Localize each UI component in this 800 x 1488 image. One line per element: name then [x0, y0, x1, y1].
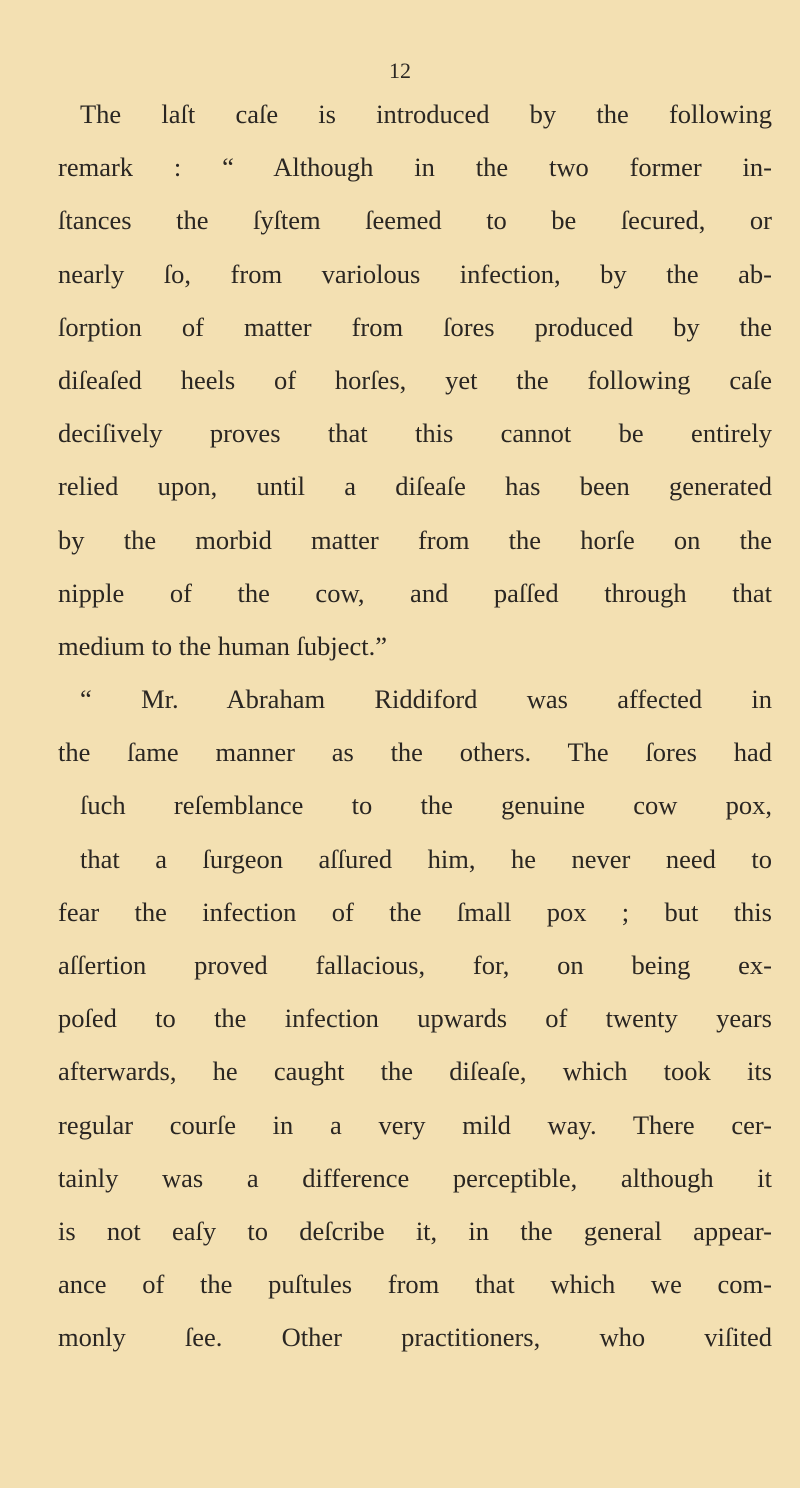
text-line: poſed to the infection upwards of twenty years — [58, 1003, 772, 1034]
text-line: ſtances the ſyſtem ſeemed to be ſecured, or — [58, 205, 772, 236]
text-line: ance of the puſtules from that which we com- — [58, 1269, 772, 1300]
text-line: the ſame manner as the others. The ſores had — [58, 737, 772, 768]
text-line: aſſertion proved fallacious, for, on being ex- — [58, 950, 772, 980]
text-line: relied upon, until a diſeaſe has been generated — [58, 471, 772, 502]
text-line: ſuch reſemblance to the genuine cow pox, — [80, 790, 772, 821]
text-line: diſeaſed heels of horſes, yet the following caſe — [58, 364, 772, 395]
text-line: medium to the human ſubject.” — [58, 630, 387, 661]
text-line: by the morbid matter from the horſe on the — [58, 524, 772, 555]
text-line: The laſt caſe is introduced by the following — [80, 99, 772, 129]
text-line: is not eaſy to deſcribe it, in the general appear- — [58, 1215, 772, 1246]
text-line: regular courſe in a very mild way. There cer- — [58, 1109, 772, 1140]
text-line: afterwards, he caught the diſeaſe, which took its — [58, 1056, 772, 1087]
text-line: remark : “ Although in the two former in- — [58, 152, 772, 183]
text-line: tainly was a difference perceptible, although it — [58, 1162, 772, 1193]
text-line: nipple of the cow, and paſſed through that — [58, 577, 772, 608]
text-line: nearly ſo, from variolous infection, by the ab- — [58, 258, 772, 289]
body-text — [58, 88, 772, 1365]
text-line: fear the infection of the ſmall pox ; but this — [58, 896, 772, 927]
text-line: deciſively proves that this cannot be entirely — [58, 418, 772, 449]
page-number: 12 — [389, 58, 411, 83]
text-line: ſorption of matter from ſores produced by the — [58, 311, 772, 342]
text-line: that a ſurgeon aſſured him, he never need to — [80, 843, 772, 874]
text-line: “ Mr. Abraham Riddiford was affected in — [80, 684, 772, 715]
text-line: monly ſee. Other practitioners, who viſited — [58, 1322, 772, 1353]
